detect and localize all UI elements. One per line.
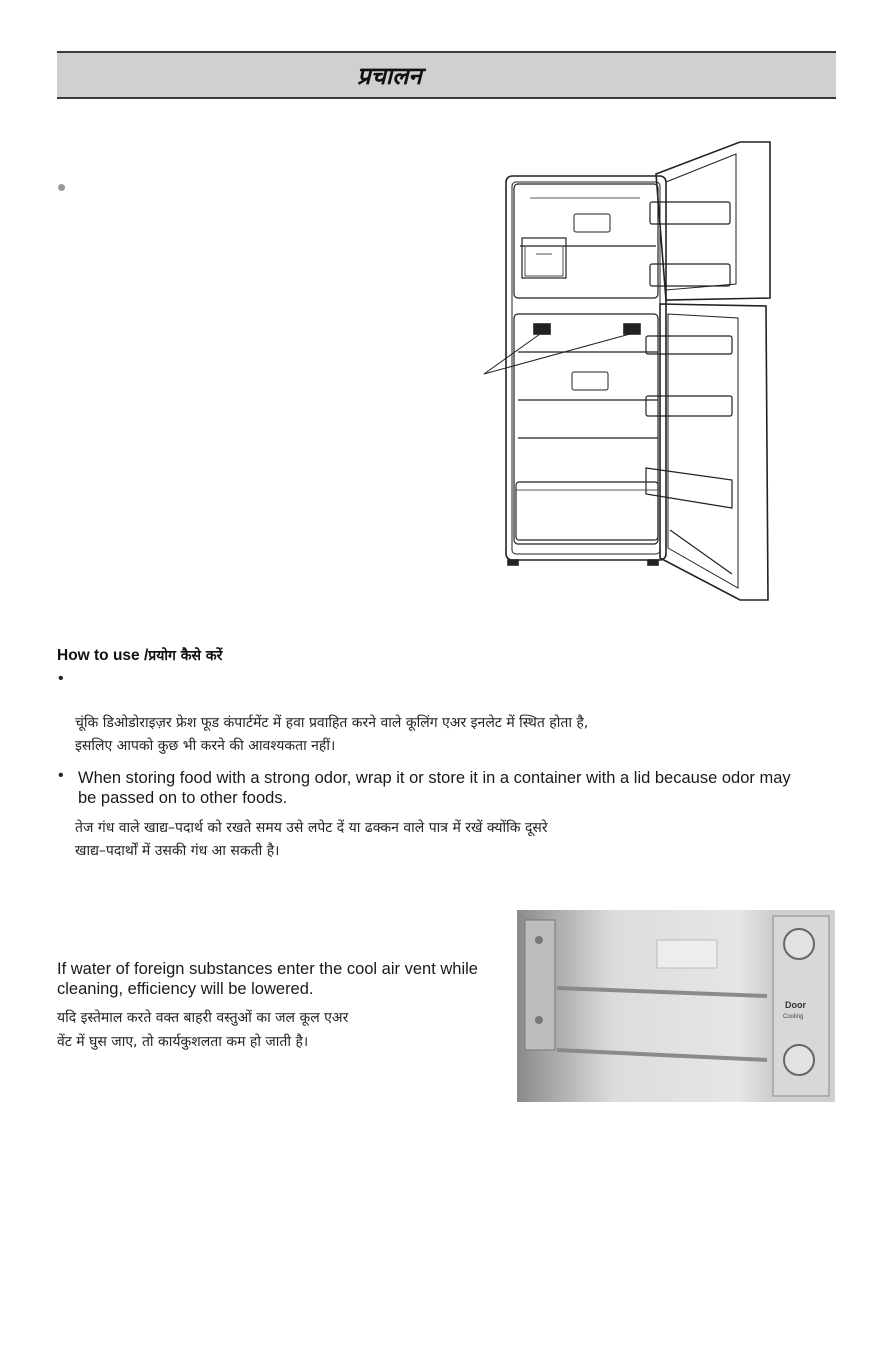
heading-english: How to use /	[57, 647, 149, 664]
bullet1-hindi-line2: इसलिए आपको कुछ भी करने की आवश्यकता नहीं।	[75, 738, 336, 754]
how-to-use-heading	[57, 646, 222, 665]
header-bar	[57, 51, 836, 99]
bullet-icon: •	[58, 767, 64, 784]
bullet2-hindi-line2: खाद्य–पदार्थों में उसकी गंध आ सकती है।	[75, 843, 280, 859]
photo-panel-sublabel: Cooling	[783, 1014, 804, 1020]
cleaning-hindi-line1: यदि इस्तेमाल करते वक्त बाहरी वस्तुओं का जल कूल एअर	[57, 1010, 349, 1026]
bullet2-english-line1: When storing food with a strong odor, wrap it or store it in a container with a lid because odor may	[78, 769, 791, 787]
cleaning-hindi-line2: वेंट में घुस जाए, तो कार्यकुशलता कम हो जाती है।	[57, 1034, 309, 1050]
cool-air-vent-photo	[517, 910, 835, 1102]
bullet2-english-line2: be passed on to other foods.	[78, 789, 288, 807]
heading-hindi: प्रयोग कैसे करें	[148, 648, 223, 664]
bullet-icon: •	[58, 670, 64, 687]
circle-bullet-icon	[58, 184, 65, 191]
cleaning-english-line2: cleaning, efficiency will be lowered.	[57, 980, 314, 998]
page-title: प्रचालन	[357, 62, 422, 90]
bullet2-hindi-line1: तेज गंध वाले खाद्य–पदार्थ को रखते समय उसे लपेट दें या ढक्कन वाले पात्र में रखें क्योंकि दूसरे	[75, 820, 548, 836]
refrigerator-illustration	[470, 138, 780, 608]
cleaning-english-line1: If water of foreign substances enter the cool air vent while	[57, 960, 478, 978]
bullet1-hindi-line1: चूंकि डिओडोराइज़र फ्रेश फूड कंपार्टमेंट में हवा प्रवाहित करने वाले कूलिंग एअर इनलेट में स्थित होता है,	[75, 715, 589, 731]
photo-panel-label: Door	[785, 1000, 806, 1010]
